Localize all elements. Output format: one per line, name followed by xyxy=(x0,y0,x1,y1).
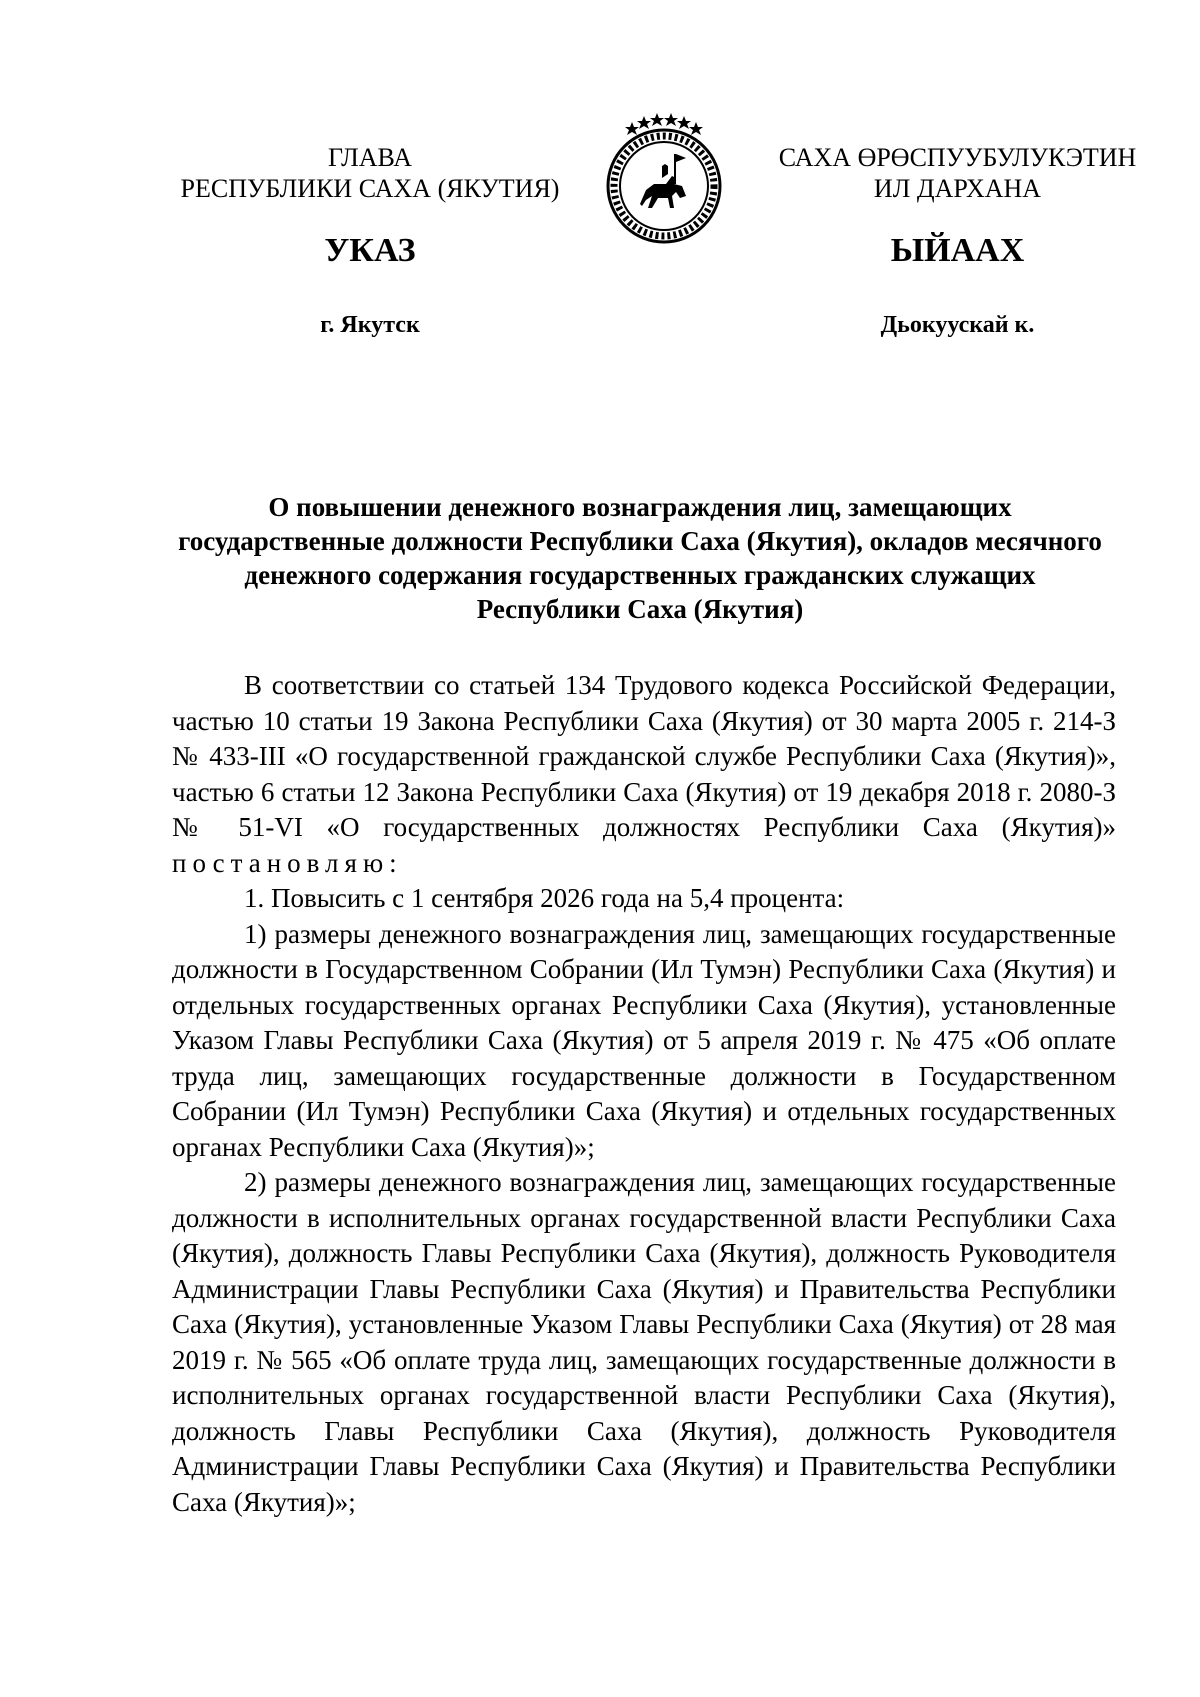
doc-type-russian: УКАЗ xyxy=(324,232,416,269)
issuer-line-1: САХА ӨРӨСПУУБУЛУКЭТИН xyxy=(778,143,1137,172)
issuer-line-1: ГЛАВА xyxy=(328,143,412,172)
document-title: О повышении денежного вознаграждения лиц, замещающих государственные должности Республики Саха (Якутия), окладов месячного денежного содержания государственных гражданских служащих Республики Саха (Якутия) xyxy=(178,492,1102,624)
preamble-paragraph xyxy=(172,668,1116,881)
doc-type-yakut: ЫЙААХ xyxy=(890,232,1025,269)
place-russian: г. Якутск xyxy=(320,312,420,338)
sakha-republic-coat-of-arms-icon xyxy=(592,104,736,248)
point-1: 1. Повысить с 1 сентября 2026 года на 5,4 процента: xyxy=(244,883,845,913)
decree-word: постановляю: xyxy=(172,847,403,878)
preamble-text: В соответствии со статьей 134 Трудового кодекса Российской Федерации, частью 10 статьи 19 Закона Республики Саха (Якутия) от 30 марта 2005 г. 214-З № 433-III «О государственной гражданской службе Республики Саха (Якутия)», частью 6 статьи 12 Закона Республики Саха (Якутия) от 19 декабря 2018 г. 2080-З № 51-VI «О государственных должностях Республики Саха (Якутия)» xyxy=(172,670,1116,842)
subpoint-1: 1) размеры денежного вознаграждения лиц, замещающих государственные должности в Государственном Собрании (Ил Тумэн) Республики Саха (Якутия) и отдельных государственных органах Республики Саха (Якутия), установленные Указом Главы Республики Саха (Якутия) от 5 апреля 2019 г. № 475 «Об оплате труда лиц, замещающих государственные должности в Государственном Собрании (Ил Тумэн) Республики Саха (Якутия) и отдельных государственных органах Республики Саха (Якутия)»; xyxy=(172,918,1116,1162)
subpoint-2: 2) размеры денежного вознаграждения лиц, замещающих государственные должности в исполнительных органах государственной власти Республики Саха (Якутия), должность Главы Республики Саха (Якутия), должность Руководителя Администрации Главы Республики Саха (Якутия) и Правительства Республики Саха (Якутия), установленные Указом Главы Республики Саха (Якутия) от 28 мая 2019 г. № 565 «Об оплате труда лиц, замещающих государственные должности в исполнительных органах государственной власти Республики Саха (Якутия), должность Главы Республики Саха (Якутия), должность Руководителя Администрации Главы Республики Саха (Якутия) и Правительства Республики Саха (Якутия)»; xyxy=(172,1167,1116,1517)
issuer-line-2: ИЛ ДАРХАНА xyxy=(873,174,1042,203)
issuer-title-russian xyxy=(150,142,590,204)
issuer-title-yakut xyxy=(755,142,1160,204)
document-body xyxy=(172,668,1116,1520)
place-yakut: Дьокуускай к. xyxy=(880,312,1035,338)
issuer-line-2: РЕСПУБЛИКИ САХА (ЯКУТИЯ) xyxy=(180,174,560,203)
